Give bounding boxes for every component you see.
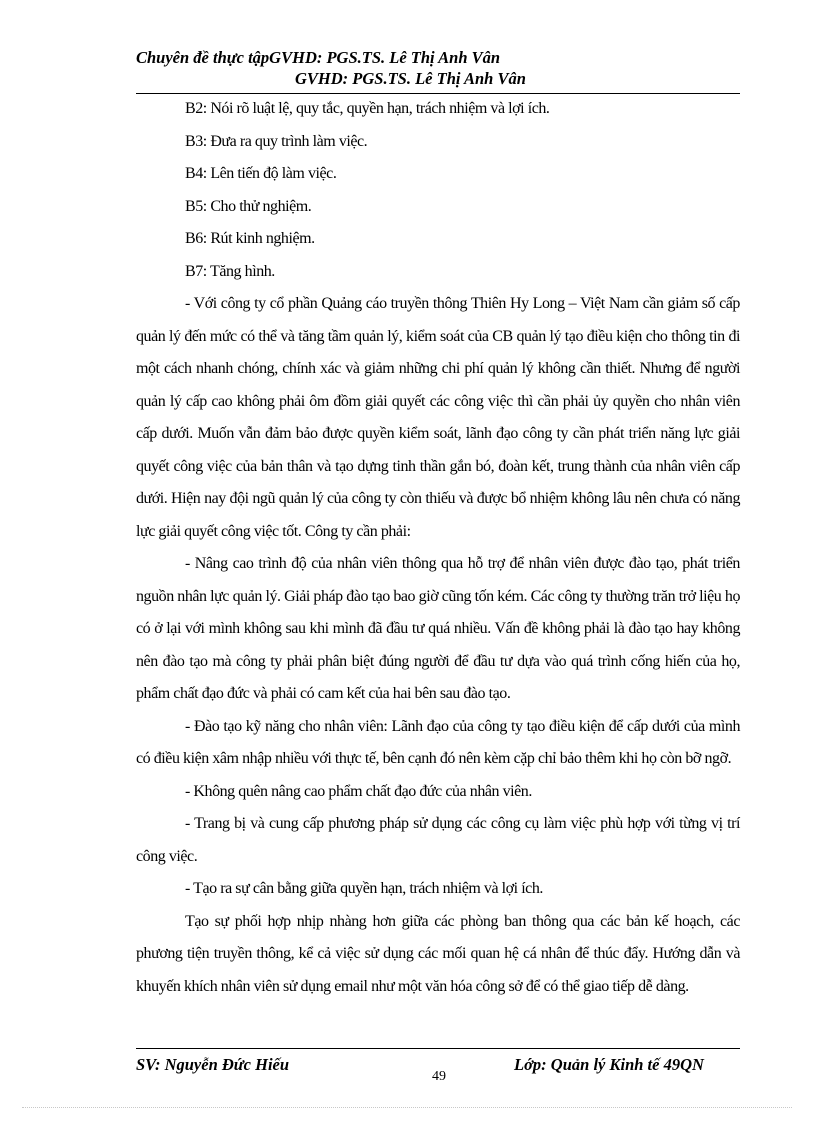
paragraph-balance: - Tạo ra sự cân bằng giữa quyền hạn, trách nhiệm và lợi ích. [185, 880, 543, 897]
header-advisor: GVHD: PGS.TS. Lê Thị Anh Vân [295, 69, 526, 88]
page-number: 49 [432, 1069, 446, 1084]
paragraph-step-b2: B2: Nói rõ luật lệ, quy tắc, quyền hạn, trách nhiệm và lợi ích. [185, 100, 550, 117]
paragraph-step-b4: B4: Lên tiến độ làm việc. [185, 165, 337, 182]
paragraph-step-b6: B6: Rút kinh nghiệm. [185, 230, 315, 247]
paragraph-step-b5: B5: Cho thử nghiệm. [185, 197, 312, 215]
document-body [136, 93, 740, 1003]
paragraph-coordination: Tạo sự phối hợp nhịp nhàng hơn giữa các phòng ban thông qua các bản kế hoạch, các phương tiện truyền thông, kể cả việc sử dụng các mối quan hệ cá nhân để thúc đẩy. Hướng dẫn và khuyến khích nhân viên sử dụng email như một văn hóa công sở để có thể giao tiếp dễ dàng. [136, 912, 740, 995]
paragraph-skills: - Đào tạo kỹ năng cho nhân viên: Lãnh đạo của công ty tạo điều kiện để cấp dưới của mình có điều kiện xâm nhập nhiều với thực tế, bên cạnh đó nên kèm cặp chỉ bảo thêm khi họ còn bỡ ngỡ. [136, 717, 740, 767]
footer-student: SV: Nguyễn Đức Hiếu [136, 1055, 290, 1074]
paragraph-tools: - Trang bị và cung cấp phương pháp sử dụng các công cụ làm việc phù hợp với từng vị trí công việc. [136, 815, 740, 865]
paragraph-step-b3: B3: Đưa ra quy trình làm việc. [185, 132, 368, 150]
paragraph-step-b7: B7: Tăng hình. [185, 262, 275, 280]
paragraph-training: - Nâng cao trình độ của nhân viên thông qua hỗ trợ để nhân viên được đào tạo, phát triển nguồn nhân lực quản lý. Giải pháp đào tạo bao giờ cũng tốn kém. Các công ty thường trăn trở liệu họ có ở lại với mình không sau khi mình đã đầu tư quá nhiều. Vấn đề không phải là đào tạo hay không nên đào tạo mà công ty phải phân biệt đúng người để đầu tư dựa vào quá trình cống hiến của họ, phẩm chất đạo đức và phải có cam kết của hai bên sau đào tạo. [136, 555, 740, 702]
paragraph-management: - Với công ty cổ phần Quảng cáo truyền thông Thiên Hy Long – Việt Nam cần giảm số cấp quản lý đến mức có thể và tăng tầm quản lý, kiểm soát của CB quản lý tạo điều kiện cho thông tin đi một cách nhanh chóng, chính xác và giảm những chi phí quản lý không cần thiết. Nhưng để người quản lý cấp cao không phải ôm đồm giải quyết các công việc thì cần phải ủy quyền cho nhân viên cấp dưới. Muốn vẫn đảm bảo được quyền kiểm soát, lãnh đạo công ty cần phát triển năng lực giải quyết công việc của bản thân và tạo dựng tinh thần gắn bó, đoàn kết, trung thành của nhân viên cấp dưới. Hiện nay đội ngũ quản lý của công ty còn thiếu và được bổ nhiệm không lâu nên chưa có năng lực giải quyết công việc tốt. Công ty cần phải: [136, 295, 740, 540]
footer-class: Lớp: Quản lý Kinh tế 49QN [514, 1055, 704, 1074]
footer-divider [136, 1048, 740, 1049]
paragraph-ethics: - Không quên nâng cao phẩm chất đạo đức của nhân viên. [185, 782, 532, 800]
header-title: Chuyên đề thực tậpGVHD: PGS.TS. Lê Thị Anh Vân [136, 48, 501, 67]
page-bottom-dotted-line [22, 1107, 792, 1108]
